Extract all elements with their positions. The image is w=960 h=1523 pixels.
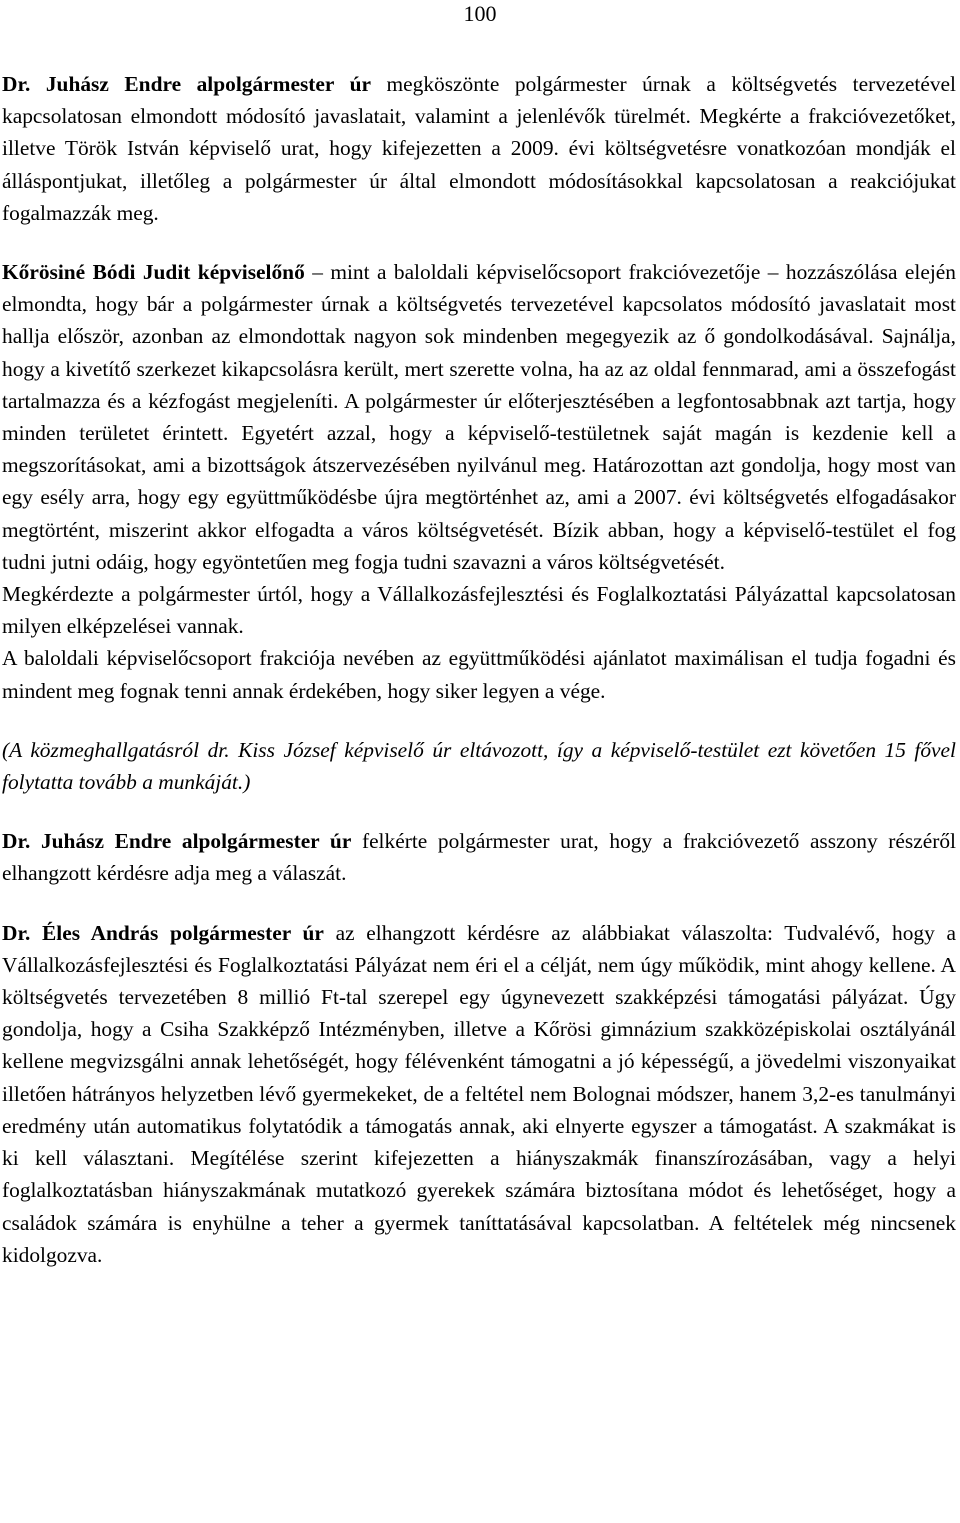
paragraph-text: – mint a baloldali képviselőcsoport frakcióvezetője – hozzászólása elején elmondta, hogy bár a polgármester úrnak a költségvetés tervezetével kapcsolatos módosító javaslatait most hallja először, azonban az elmondottak nagyon sok mindenben megegyezik az ő gondolkodásával. Sajnálja, hogy a kivetítő szerkezet kikapcsolásra került, mert szerette volna, ha az az oldal fennmarad, ami a összefogást tartalmazza és a kézfogást megjeleníti. A polgármester úr előterjesztésében a legfontosabbnak azt tartja, hogy minden területet érintett. Egyetért azzal, hogy a képviselő-testületnek saját magán is kezdenie kell a megszorításokat, ami a bizottságok átszervezésében nyilvánul meg. Határozottan azt gondolja, hogy most van egy esély arra, hogy egy együttműködésbe újra megtörténhet az, ami a 2007. évi költségvetés elfogadásakor megtörtént, miszerint akkor elfogadta a város költségvetését. Bízik abban, hogy a képviselő-testület el fog tudni jutni odáig, hogy egyöntetűen meg fogja tudni szavazni a város költségvetését. [2, 260, 956, 574]
speaker-name: Dr. Juhász Endre alpolgármester úr [2, 72, 371, 96]
page-number: 100 [463, 1, 497, 26]
speaker-name: Dr. Éles András polgármester úr [2, 920, 324, 945]
minutes-body [2, 68, 956, 1271]
paragraph-text: A baloldali képviselőcsoport frakciója nevében az együttműködési ajánlatot maximálisan el tudja fogadni és mindent meg fognak tenni annak érdekében, hogy siker legyen a vége. [2, 646, 956, 703]
paragraph-eles [2, 917, 956, 1271]
speaker-name: Dr. Juhász Endre alpolgármester úr [2, 829, 352, 854]
paragraph-juhasz-1 [2, 68, 956, 229]
paragraph-text: Megkérdezte a polgármester úrtól, hogy a Vállalkozásfejlesztési és Foglalkoztatási Pályázattal kapcsolatosan milyen elképzelései vannak. [2, 582, 956, 639]
paragraph-text: megköszönte polgármester úrnak a költségvetés tervezetével kapcsolatosan elmondott módosító javaslatait, valamint a jelenlévők türelmét. Megkérte a frakcióvezetőket, illetve Török István képviselő urat, hogy kifejezetten a 2009. évi költségvetésre vonatkozóan mondják el álláspontjukat, illetőleg a polgármester úr által elmondott módosításokkal kapcsolatosan a reakciójukat fogalmazzák meg. [2, 72, 956, 225]
paragraph-juhasz-2 [2, 825, 956, 889]
paragraph-text: (A közmeghallgatásról dr. Kiss József képviselő úr eltávozott, így a képviselő-testület ezt követően 15 fővel folytatta tovább a munkáját.) [2, 737, 956, 795]
paragraph-cooperation [2, 642, 956, 706]
paragraph-text: az elhangzott kérdésre az alábbiakat válaszolta: Tudvalévő, hogy a Vállalkozásfejlesztési és Foglalkoztatási Pályázat nem éri el a célját, nem úgy működik, mint ahogy kellene. A költségvetés tervezetében 8 millió Ft-tal szerepel egy úgynevezett szakképzési támogatási pályázat. Úgy gondolja, hogy a Csiha Szakképző Intézményben, illetve a Kőrösi gimnázium szakközépiskolai osztályánál kellene megvizsgálni annak lehetőségét, hogy félévenként támogatni a jó képességű, a jövedelmi viszonyaikat illetően hátrányos helyzetben lévő gyermekeket, de a feltétel nem Bolognai módszer, hanem 3,2-es tanulmányi eredmény után automatikus folytatódik a támogatás annak, aki elnyerte egyszer a támogatást. A szakmákat is ki kell választani. Megítélése szerint kifejezetten a hiányszakmák finanszírozásában, vagy a helyi foglalkoztatásban hiányszakmának mutatkozó gyerekek számára biztosítana módot és lehetőséget, hogy a családok számára is enyhülne a teher a gyermek taníttatásával kapcsolatban. A feltételek még nincsenek kidolgozva. [2, 920, 956, 1267]
paragraph-question [2, 578, 956, 642]
speaker-name: Kőrösiné Bódi Judit képviselőnő [2, 260, 305, 285]
paragraph-korosine [2, 256, 956, 578]
procedural-note [2, 734, 956, 798]
paragraph-text: felkérte polgármester urat, hogy a frakcióvezető asszony részéről elhangzott kérdésre adja meg a válaszát. [2, 829, 956, 886]
